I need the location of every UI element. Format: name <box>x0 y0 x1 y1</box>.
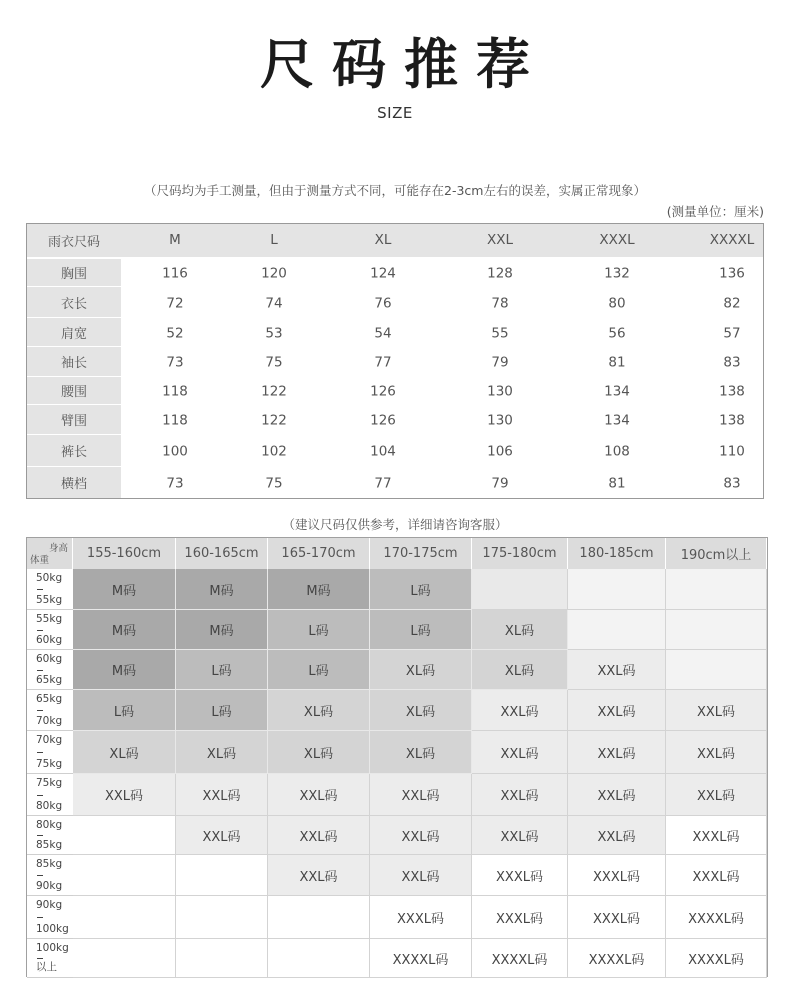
weight-label-cell <box>27 855 73 896</box>
size-recommend-cell: XL码 <box>370 731 472 774</box>
size-recommend-cell: L码 <box>176 650 268 690</box>
size-table-row <box>27 258 763 286</box>
size-recommend-cell: XXL码 <box>666 774 767 816</box>
size-value-cell: 128 <box>487 265 513 282</box>
size-recommend-cell: XXL码 <box>568 731 666 774</box>
size-value-cell: 110 <box>719 443 745 460</box>
size-header-cell: XXXL <box>599 232 635 248</box>
size-recommend-cell: XXL码 <box>370 816 472 855</box>
size-value-cell: 130 <box>487 412 513 429</box>
size-recommend-cell: XXXL码 <box>666 816 767 855</box>
size-recommend-cell <box>568 569 666 610</box>
size-recommend-cell: XL码 <box>268 731 370 774</box>
size-value-cell: 54 <box>374 325 392 342</box>
size-header-cell: M <box>169 232 181 248</box>
weight-min: 70kg <box>36 734 63 746</box>
size-recommend-cell <box>176 939 268 978</box>
unit-note: (测量单位：厘米) <box>666 204 764 219</box>
size-recommend-cell: XXXXL码 <box>472 939 568 978</box>
size-value-cell: 130 <box>487 383 513 400</box>
size-recommend-cell: XXL码 <box>268 774 370 816</box>
page-subtitle: SIZE <box>377 104 413 122</box>
size-row-label: 裤长 <box>27 434 121 466</box>
size-recommend-cell <box>73 896 176 939</box>
size-recommend-cell: XXL码 <box>176 774 268 816</box>
recommend-note: （建议尺码仅供参考，详细请咨询客服） <box>282 517 508 532</box>
size-value-cell: 78 <box>491 295 509 312</box>
size-recommend-cell: L码 <box>268 610 370 650</box>
weight-max: 65kg <box>36 674 63 686</box>
size-value-cell: 132 <box>604 265 630 282</box>
size-recommend-cell: M码 <box>73 650 176 690</box>
weight-label-cell <box>27 650 73 690</box>
size-value-cell: 80 <box>608 295 626 312</box>
weight-min: 90kg <box>36 899 63 911</box>
size-value-cell: 73 <box>166 475 184 492</box>
size-value-cell: 75 <box>265 354 283 371</box>
size-recommend-cell: XXL码 <box>370 774 472 816</box>
size-table-header <box>27 224 763 257</box>
size-recommend-cell: XL码 <box>370 650 472 690</box>
size-recommend-cell: XL码 <box>472 610 568 650</box>
size-value-cell: 79 <box>491 354 509 371</box>
size-value-cell: 122 <box>261 383 287 400</box>
size-recommend-cell: XXL码 <box>268 855 370 896</box>
size-value-cell: 56 <box>608 325 626 342</box>
size-recommend-cell: M码 <box>73 569 176 610</box>
size-header-cell: XXL <box>486 232 514 248</box>
weight-max: 90kg <box>36 880 63 892</box>
weight-label-cell <box>27 816 73 855</box>
weight-range-dash <box>37 589 43 590</box>
weight-label-cell <box>27 610 73 650</box>
size-value-cell: 126 <box>370 383 396 400</box>
weight-range-dash <box>37 630 43 631</box>
weight-range-dash <box>37 917 43 918</box>
size-value-cell: 126 <box>370 412 396 429</box>
size-recommend-cell: XXL码 <box>268 816 370 855</box>
size-recommend-cell <box>268 896 370 939</box>
size-value-cell: 102 <box>261 443 287 460</box>
size-recommend-cell: XXL码 <box>176 816 268 855</box>
size-recommend-cell: XL码 <box>370 690 472 731</box>
size-recommend-cell: XXXL码 <box>370 896 472 939</box>
size-recommend-cell <box>666 650 767 690</box>
weight-max: 以上 <box>36 961 57 973</box>
size-row-label: 衣长 <box>27 286 121 317</box>
size-value-cell: 106 <box>487 443 513 460</box>
size-recommend-cell: XXXL码 <box>568 855 666 896</box>
size-value-cell: 72 <box>166 295 184 312</box>
size-recommend-cell: L码 <box>73 690 176 731</box>
size-table-row <box>27 434 763 466</box>
weight-range-dash <box>37 710 43 711</box>
size-header-cell: L <box>270 232 278 248</box>
weight-range-dash <box>37 752 43 753</box>
height-header-cell: 160-165cm <box>176 538 268 569</box>
size-value-cell: 52 <box>166 325 184 342</box>
size-value-cell: 116 <box>162 265 188 282</box>
size-row-label: 臂围 <box>27 404 121 434</box>
size-recommend-cell: XL码 <box>73 731 176 774</box>
weight-label-cell <box>27 690 73 731</box>
size-value-cell: 122 <box>261 412 287 429</box>
size-table-corner: 雨衣尺码 <box>27 224 121 257</box>
size-recommend-cell <box>73 816 176 855</box>
size-value-cell: 74 <box>265 295 283 312</box>
weight-min: 50kg <box>36 572 63 584</box>
size-recommend-cell <box>176 896 268 939</box>
size-recommend-cell <box>666 569 767 610</box>
size-row-label: 袖长 <box>27 346 121 376</box>
size-recommend-cell: XXL码 <box>568 690 666 731</box>
size-table-row <box>27 376 763 404</box>
weight-range-dash <box>37 670 43 671</box>
size-recommend-cell: L码 <box>370 610 472 650</box>
size-value-cell: 73 <box>166 354 184 371</box>
size-value-cell: 75 <box>265 475 283 492</box>
size-recommend-cell: XXXL码 <box>568 896 666 939</box>
weight-max: 85kg <box>36 839 63 851</box>
size-value-cell: 108 <box>604 443 630 460</box>
size-recommend-cell: XXL码 <box>370 855 472 896</box>
weight-max: 55kg <box>36 594 63 606</box>
height-header-cell: 165-170cm <box>268 538 370 569</box>
weight-label-cell <box>27 939 73 978</box>
size-recommend-cell: XXL码 <box>73 774 176 816</box>
size-value-cell: 55 <box>491 325 509 342</box>
size-recommend-cell: XL码 <box>176 731 268 774</box>
size-value-cell: 118 <box>162 383 188 400</box>
size-value-cell: 76 <box>374 295 392 312</box>
size-recommend-cell <box>176 855 268 896</box>
size-recommend-cell <box>472 569 568 610</box>
size-value-cell: 134 <box>604 412 630 429</box>
height-header-cell: 170-175cm <box>370 538 472 569</box>
size-value-cell: 57 <box>723 325 741 342</box>
size-table-row <box>27 404 763 434</box>
size-recommend-cell: M码 <box>176 569 268 610</box>
weight-min: 85kg <box>36 858 63 870</box>
size-value-cell: 118 <box>162 412 188 429</box>
size-value-cell: 83 <box>723 475 741 492</box>
size-recommend-cell: M码 <box>176 610 268 650</box>
size-value-cell: 100 <box>162 443 188 460</box>
size-value-cell: 77 <box>374 354 392 371</box>
size-recommend-cell <box>268 939 370 978</box>
size-recommend-cell: L码 <box>370 569 472 610</box>
size-value-cell: 53 <box>265 325 283 342</box>
size-recommend-cell: L码 <box>176 690 268 731</box>
weight-min: 60kg <box>36 653 63 665</box>
size-value-cell: 77 <box>374 475 392 492</box>
weight-max: 100kg <box>36 923 69 935</box>
size-recommend-cell: L码 <box>268 650 370 690</box>
weight-label-cell <box>27 569 73 610</box>
height-header-cell: 180-185cm <box>568 538 666 569</box>
size-table-row <box>27 317 763 346</box>
weight-min: 100kg <box>36 942 69 954</box>
size-value-cell: 104 <box>370 443 396 460</box>
size-recommend-cell: XXL码 <box>568 774 666 816</box>
size-value-cell: 138 <box>719 383 745 400</box>
weight-min: 55kg <box>36 613 63 625</box>
weight-max: 60kg <box>36 634 63 646</box>
size-row-label: 腰围 <box>27 376 121 404</box>
height-header-cell: 190cm以上 <box>666 538 767 569</box>
size-recommend-cell <box>666 610 767 650</box>
size-row-label: 胸围 <box>27 258 121 286</box>
size-recommend-cell: XL码 <box>268 690 370 731</box>
page-title: 尺码推荐 <box>260 33 548 96</box>
size-value-cell: 138 <box>719 412 745 429</box>
size-header-cell: XL <box>374 232 392 248</box>
weight-label-cell <box>27 731 73 774</box>
weight-range-dash <box>37 795 43 796</box>
size-value-cell: 134 <box>604 383 630 400</box>
size-recommend-cell: M码 <box>268 569 370 610</box>
size-recommend-cell: XXL码 <box>666 690 767 731</box>
recommend-table <box>26 537 768 977</box>
size-recommend-cell <box>568 610 666 650</box>
size-value-cell: 82 <box>723 295 741 312</box>
size-recommend-cell <box>73 939 176 978</box>
height-header-cell: 175-180cm <box>472 538 568 569</box>
size-value-cell: 124 <box>370 265 396 282</box>
size-table-row <box>27 286 763 317</box>
size-recommend-cell: XXL码 <box>472 774 568 816</box>
recommend-table-corner <box>27 538 73 569</box>
weight-min: 65kg <box>36 693 63 705</box>
size-recommend-cell: XXL码 <box>568 816 666 855</box>
height-header-cell: 155-160cm <box>73 538 176 569</box>
size-table-row <box>27 346 763 376</box>
weight-max: 70kg <box>36 715 63 727</box>
size-recommend-cell <box>73 855 176 896</box>
weight-max: 80kg <box>36 800 63 812</box>
size-recommend-cell: XXL码 <box>666 731 767 774</box>
weight-max: 75kg <box>36 758 63 770</box>
size-value-cell: 81 <box>608 475 626 492</box>
measure-note: （尺码均为手工测量，但由于测量方式不同，可能存在2-3cm左右的误差，实属正常现象） <box>144 183 646 198</box>
weight-label-cell <box>27 774 73 816</box>
size-recommend-cell: XXL码 <box>472 690 568 731</box>
size-recommend-cell: XXL码 <box>472 731 568 774</box>
size-value-cell: 136 <box>719 265 745 282</box>
size-recommend-cell: XXXXL码 <box>666 896 767 939</box>
corner-weight-label: 体重 <box>30 555 50 566</box>
size-recommend-cell: XXXL码 <box>472 855 568 896</box>
size-header-cell: XXXXL <box>709 232 755 248</box>
size-recommend-cell: XXL码 <box>568 650 666 690</box>
weight-min: 75kg <box>36 777 63 789</box>
size-recommend-cell: XL码 <box>472 650 568 690</box>
corner-height-label: 身高 <box>48 543 68 554</box>
size-recommend-cell: XXL码 <box>472 816 568 855</box>
size-recommend-cell: XXXXL码 <box>568 939 666 978</box>
size-table-row <box>27 466 763 498</box>
size-value-cell: 83 <box>723 354 741 371</box>
size-value-cell: 79 <box>491 475 509 492</box>
size-value-cell: 120 <box>261 265 287 282</box>
size-table <box>26 223 764 499</box>
size-row-label: 肩宽 <box>27 317 121 346</box>
size-recommend-cell: XXXXL码 <box>666 939 767 978</box>
weight-label-cell <box>27 896 73 939</box>
size-recommend-cell: M码 <box>73 610 176 650</box>
size-row-label: 横档 <box>27 466 121 498</box>
size-recommend-cell: XXXXL码 <box>370 939 472 978</box>
weight-range-dash <box>37 875 43 876</box>
size-recommend-cell: XXXL码 <box>666 855 767 896</box>
weight-range-dash <box>37 835 43 836</box>
weight-min: 80kg <box>36 819 63 831</box>
size-recommend-cell: XXXL码 <box>472 896 568 939</box>
size-value-cell: 81 <box>608 354 626 371</box>
